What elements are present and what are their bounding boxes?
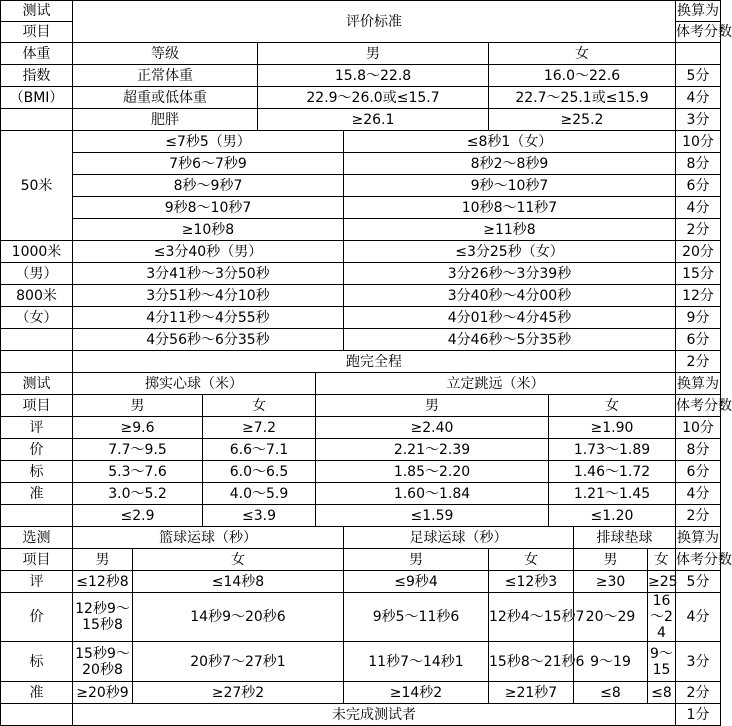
s5-empty-cell <box>1 704 73 726</box>
s5-football-male: 9秒5～11秒6 <box>344 593 489 642</box>
s5-score: 2分 <box>676 682 721 704</box>
s1-header-test: 测试 <box>1 1 73 22</box>
s4-ball-male: ≥9.6 <box>73 417 203 439</box>
s4-header-score-1: 换算为 <box>676 373 721 395</box>
s1-score: 4分 <box>676 87 721 109</box>
s4-score: 6分 <box>676 461 721 483</box>
s1-female-value: ≥25.2 <box>489 109 676 131</box>
s5-basketball-male: 12秒9～15秒8 <box>73 593 133 642</box>
s4-jump-male: ≤1.59 <box>316 505 549 527</box>
s1-header-score-2: 体考分数 <box>676 22 721 43</box>
s1-grade-header: 等级 <box>73 43 258 65</box>
s3-side-label: （女） <box>1 307 73 329</box>
s1-header-item: 项目 <box>1 22 73 43</box>
s1-side-label: 指数 <box>1 65 73 87</box>
s4-ball-female: ≤3.9 <box>203 505 316 527</box>
s1-female-header: 女 <box>489 43 676 65</box>
s1-grade: 超重或低体重 <box>73 87 258 109</box>
s3-empty-cell <box>1 351 73 373</box>
s3-score: 9分 <box>676 307 721 329</box>
s4-jump-male: 2.21～2.39 <box>316 439 549 461</box>
s5-basketball-male: ≤12秒8 <box>73 571 133 593</box>
s3-score: 6分 <box>676 329 721 351</box>
s4-score: 4分 <box>676 483 721 505</box>
s1-female-value: 22.7～25.1或≤15.9 <box>489 87 676 109</box>
s1-male-value: 15.8～22.8 <box>258 65 489 87</box>
s4-score: 8分 <box>676 439 721 461</box>
s3-side-label: （男） <box>1 263 73 285</box>
s4-side-label: 标 <box>1 461 73 483</box>
s5-basketball-female: 20秒7～27秒1 <box>133 642 344 682</box>
s5-basketball-male-header: 男 <box>73 549 133 571</box>
s1-side-label: （BMI） <box>1 87 73 109</box>
s2-female-value: 8秒2～8秒9 <box>344 153 676 175</box>
s2-male-value: 9秒8～10秒7 <box>73 197 344 219</box>
s4-ball-female: 4.0～5.9 <box>203 483 316 505</box>
s2-female-value: 9秒～10秒7 <box>344 175 676 197</box>
s4-side-label: 准 <box>1 483 73 505</box>
s4-side-label <box>1 505 73 527</box>
s5-header-score-2: 体考分数 <box>676 549 721 571</box>
s5-basketball-female: 14秒9～20秒6 <box>133 593 344 642</box>
s2-male-value: 7秒6～7秒9 <box>73 153 344 175</box>
s5-side-label: 准 <box>1 682 73 704</box>
s1-score: 3分 <box>676 109 721 131</box>
s1-male-value: ≥26.1 <box>258 109 489 131</box>
s2-female-value: 10秒8～11秒7 <box>344 197 676 219</box>
s1-score: 5分 <box>676 65 721 87</box>
s2-score: 6分 <box>676 175 721 197</box>
s5-score: 5分 <box>676 571 721 593</box>
s2-side-label: 50米 <box>1 131 73 241</box>
s2-male-value: 8秒～9秒7 <box>73 175 344 197</box>
s3-male-value: 4分56秒～6分35秒 <box>73 329 344 351</box>
s4-jump-male: 1.60～1.84 <box>316 483 549 505</box>
s3-male-value: 4分11秒～4分55秒 <box>73 307 344 329</box>
s5-header-football: 足球运球（秒） <box>344 527 574 549</box>
s2-score: 8分 <box>676 153 721 175</box>
s5-basketball-female-header: 女 <box>133 549 344 571</box>
s5-football-male: 11秒7～14秒1 <box>344 642 489 682</box>
s5-volleyball-female: ≥25 <box>648 571 676 593</box>
s5-unfinished-label: 未完成测试者 <box>73 704 676 726</box>
s4-ball-male: 7.7～9.5 <box>73 439 203 461</box>
s1-grade: 正常体重 <box>73 65 258 87</box>
s5-football-male: ≤9秒4 <box>344 571 489 593</box>
s3-male-value: 3分41秒～3分50秒 <box>73 263 344 285</box>
s3-female-value: ≤3分25秒（女） <box>344 241 676 263</box>
s5-football-female: 12秒4～15秒7 <box>489 593 574 642</box>
s4-jump-male-header: 男 <box>316 395 549 417</box>
s4-header-test: 测试 <box>1 373 73 395</box>
s4-jump-female: ≥1.90 <box>549 417 676 439</box>
s4-side-label: 价 <box>1 439 73 461</box>
s5-basketball-female: ≥27秒2 <box>133 682 344 704</box>
s1-header-score-1: 换算为 <box>676 1 721 22</box>
s2-female-value: ≥11秒8 <box>344 219 676 241</box>
s1-side-label: 体重 <box>1 43 73 65</box>
s4-score: 10分 <box>676 417 721 439</box>
s4-header-score-2: 体考分数 <box>676 395 721 417</box>
s2-male-value: ≤7秒5（男） <box>73 131 344 153</box>
s3-finish-score: 2分 <box>676 351 721 373</box>
s3-female-value: 4分46秒～5分35秒 <box>344 329 676 351</box>
s3-side-label: 1000米 <box>1 241 73 263</box>
s5-football-female: 15秒8～21秒6 <box>489 642 574 682</box>
s4-ball-female: 6.6～7.1 <box>203 439 316 461</box>
s2-male-value: ≥10秒8 <box>73 219 344 241</box>
s3-score: 15分 <box>676 263 721 285</box>
s5-side-label: 评 <box>1 571 73 593</box>
s5-football-male-header: 男 <box>344 549 489 571</box>
s3-side-label <box>1 329 73 351</box>
s3-side-label: 800米 <box>1 285 73 307</box>
s5-score: 3分 <box>676 642 721 682</box>
s4-ball-female: ≥7.2 <box>203 417 316 439</box>
s1-header-title: 评价标准 <box>73 1 676 43</box>
s5-unfinished-score: 1分 <box>676 704 721 726</box>
s4-jump-female: 1.46～1.72 <box>549 461 676 483</box>
s2-score: 10分 <box>676 131 721 153</box>
s5-football-female: ≥21秒7 <box>489 682 574 704</box>
s1-empty-cell <box>676 43 721 65</box>
s5-header-score-1: 换算为 <box>676 527 721 549</box>
s2-female-value: ≤8秒1（女） <box>344 131 676 153</box>
s1-female-value: 16.0～22.6 <box>489 65 676 87</box>
s5-header-volleyball: 排球垫球 <box>574 527 676 549</box>
s5-basketball-female: ≤14秒8 <box>133 571 344 593</box>
s5-football-female-header: 女 <box>489 549 574 571</box>
s4-jump-female: ≤1.20 <box>549 505 676 527</box>
s3-female-value: 4分01秒～4分45秒 <box>344 307 676 329</box>
s4-score: 2分 <box>676 505 721 527</box>
s3-female-value: 3分40秒～4分00秒 <box>344 285 676 307</box>
s4-ball-male: 5.3～7.6 <box>73 461 203 483</box>
s5-volleyball-female: 9～15 <box>648 642 676 682</box>
s4-jump-female: 1.21～1.45 <box>549 483 676 505</box>
s1-side-label <box>1 109 73 131</box>
s5-header-test: 选测 <box>1 527 73 549</box>
s4-header-jump: 立定跳远（米） <box>316 373 676 395</box>
s4-header-item: 项目 <box>1 395 73 417</box>
s5-side-label: 标 <box>1 642 73 682</box>
s1-male-value: 22.9～26.0或≤15.7 <box>258 87 489 109</box>
s4-side-label: 评 <box>1 417 73 439</box>
s5-side-label: 价 <box>1 593 73 642</box>
s3-finish-label: 跑完全程 <box>73 351 676 373</box>
s4-jump-male: 1.85～2.20 <box>316 461 549 483</box>
s2-score: 2分 <box>676 219 721 241</box>
s4-ball-female: 6.0～6.5 <box>203 461 316 483</box>
s5-volleyball-male: ≤8 <box>574 682 648 704</box>
s4-ball-male: 3.0～5.2 <box>73 483 203 505</box>
s3-male-value: ≤3分40秒（男） <box>73 241 344 263</box>
s4-jump-female: 1.73～1.89 <box>549 439 676 461</box>
s5-volleyball-male-header: 男 <box>574 549 648 571</box>
s5-volleyball-male: 9～19 <box>574 642 648 682</box>
s4-ball-male: ≤2.9 <box>73 505 203 527</box>
s5-header-basketball: 篮球运球（秒） <box>73 527 344 549</box>
s5-volleyball-female: ≤8 <box>648 682 676 704</box>
s5-football-male: ≥14秒2 <box>344 682 489 704</box>
s5-volleyball-female: 16～24 <box>648 593 676 642</box>
s4-ball-male-header: 男 <box>73 395 203 417</box>
s4-jump-female-header: 女 <box>549 395 676 417</box>
s5-basketball-male: ≥20秒9 <box>73 682 133 704</box>
s3-score: 20分 <box>676 241 721 263</box>
s3-score: 12分 <box>676 285 721 307</box>
s4-jump-male: ≥2.40 <box>316 417 549 439</box>
s4-ball-female-header: 女 <box>203 395 316 417</box>
s5-football-female: ≤12秒3 <box>489 571 574 593</box>
s5-basketball-male: 15秒9～20秒8 <box>73 642 133 682</box>
s5-header-item: 项目 <box>1 549 73 571</box>
s1-male-header: 男 <box>258 43 489 65</box>
s5-volleyball-female-header: 女 <box>648 549 676 571</box>
s3-male-value: 3分51秒～4分10秒 <box>73 285 344 307</box>
s1-grade: 肥胖 <box>73 109 258 131</box>
s2-score: 4分 <box>676 197 721 219</box>
s3-female-value: 3分26秒～3分39秒 <box>344 263 676 285</box>
s5-volleyball-male: ≥30 <box>574 571 648 593</box>
s5-score: 4分 <box>676 593 721 642</box>
s5-volleyball-male: 20～29 <box>574 593 648 642</box>
s4-header-ball: 掷实心球（米） <box>73 373 316 395</box>
